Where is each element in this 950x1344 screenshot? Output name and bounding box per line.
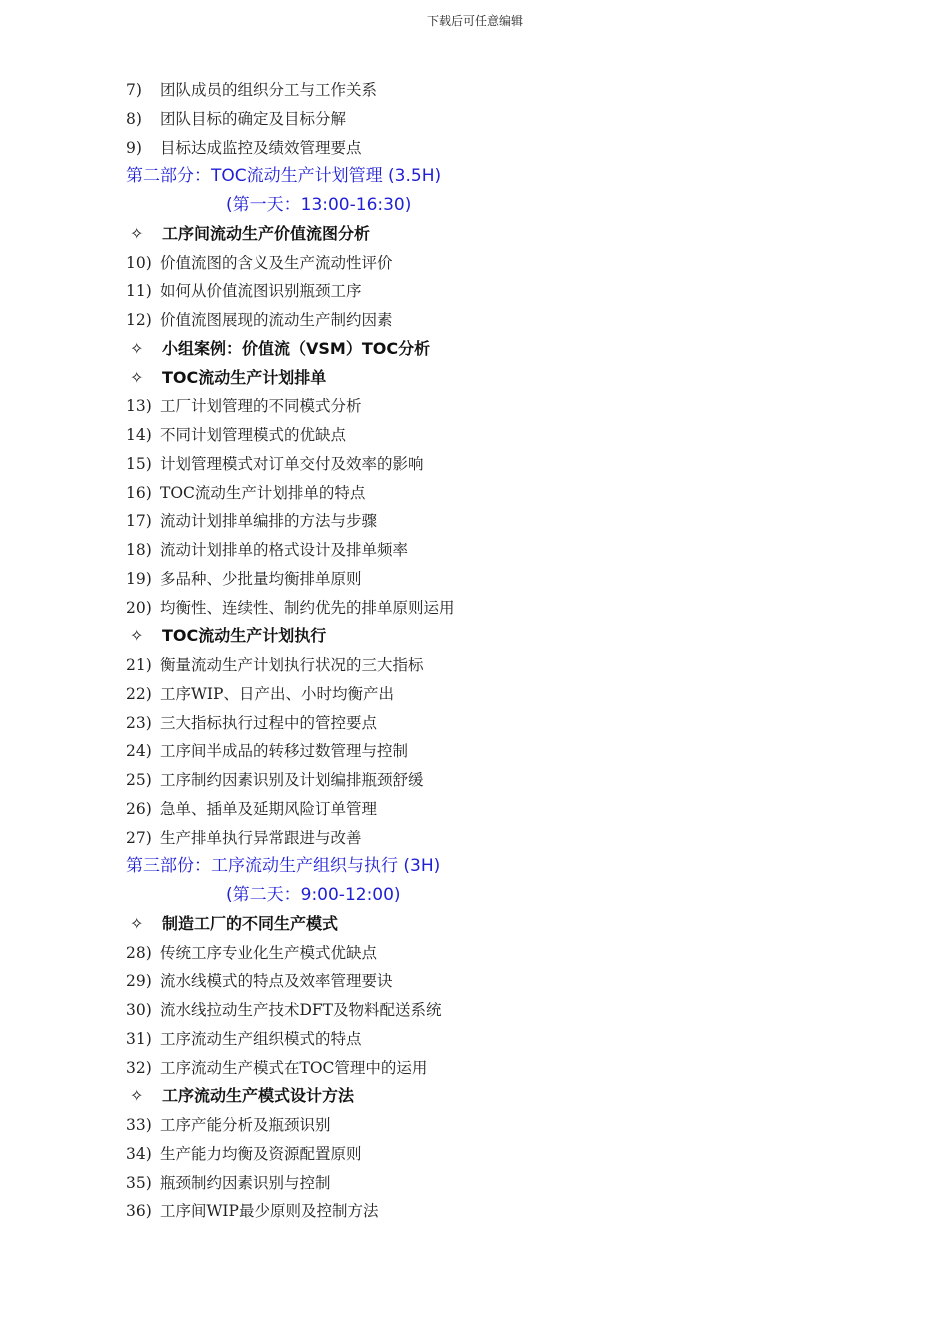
bullet-heading [126, 622, 886, 651]
list-item [126, 277, 886, 306]
item-number: 27) [126, 828, 152, 847]
item-number: 17) [126, 512, 152, 531]
item-number: 10) [126, 253, 152, 272]
item-number: 9) [126, 138, 142, 157]
item-text: 三大指标执行过程中的管控要点 [160, 713, 378, 732]
section-schedule: (第一天：13:00-16:30) [226, 195, 412, 215]
list-item [126, 105, 886, 134]
bullet-heading [126, 364, 886, 393]
item-number: 22) [126, 684, 152, 703]
list-item [126, 824, 886, 853]
list-item [126, 594, 886, 623]
bullet-heading [126, 1082, 886, 1111]
item-number: 16) [126, 483, 152, 502]
item-text: 如何从价值流图识别瓶颈工序 [160, 282, 362, 301]
item-number: 26) [126, 799, 152, 818]
list-item [126, 1197, 886, 1226]
list-item [126, 507, 886, 536]
item-number: 33) [126, 1116, 152, 1134]
bullet-text: 制造工厂的不同生产模式 [162, 913, 339, 933]
list-item [126, 967, 886, 996]
item-text: 不同计划管理模式的优缺点 [160, 426, 347, 444]
item-text: 流水线拉动生产技术DFT及物料配送系统 [160, 1001, 442, 1019]
list-item [126, 795, 886, 824]
item-number: 36) [126, 1202, 152, 1221]
item-number: 34) [126, 1144, 152, 1163]
item-number: 14) [126, 426, 152, 444]
item-number: 29) [126, 972, 152, 991]
item-number: 20) [126, 598, 152, 617]
item-text: 工序WIP、日产出、小时均衡产出 [160, 684, 394, 703]
item-text: 工厂计划管理的不同模式分析 [160, 397, 362, 416]
diamond-bullet-icon: ✧ [130, 367, 144, 387]
list-item [126, 76, 886, 105]
page-header: 下载后可任意编辑 [426, 14, 523, 28]
item-text: 团队成员的组织分工与工作关系 [160, 81, 378, 99]
list-item [126, 536, 886, 565]
item-text: 瓶颈制约因素识别与控制 [160, 1173, 331, 1192]
bullet-text: TOC流动生产计划排单 [162, 367, 327, 387]
item-number: 8) [126, 109, 142, 128]
item-text: 工序产能分析及瓶颈识别 [160, 1116, 331, 1134]
item-text: 均衡性、连续性、制约优先的排单原则运用 [160, 598, 455, 617]
item-text: 传统工序专业化生产模式优缺点 [160, 943, 378, 962]
item-number: 12) [126, 311, 152, 329]
item-text: 工序间WIP最少原则及控制方法 [160, 1202, 379, 1221]
diamond-bullet-icon: ✧ [130, 913, 144, 933]
list-item [126, 737, 886, 766]
list-item [126, 421, 886, 450]
item-text: 团队目标的确定及目标分解 [160, 109, 347, 128]
item-number: 21) [126, 656, 152, 674]
diamond-bullet-icon: ✧ [130, 338, 144, 358]
item-text: 计划管理模式对订单交付及效率的影响 [160, 454, 424, 473]
item-text: 目标达成监控及绩效管理要点 [160, 138, 362, 157]
item-text: 流动计划排单的格式设计及排单频率 [160, 541, 409, 559]
item-text: 工序流动生产组织模式的特点 [160, 1029, 362, 1048]
item-number: 30) [126, 1001, 152, 1019]
diamond-bullet-icon: ✧ [130, 223, 144, 243]
item-text: 工序制约因素识别及计划编排瓶颈舒缓 [160, 771, 424, 789]
list-item [126, 479, 886, 508]
list-item [126, 1054, 886, 1083]
item-number: 7) [126, 81, 142, 99]
list-item [126, 1111, 886, 1140]
list-item [126, 939, 886, 968]
list-item [126, 1140, 886, 1169]
item-text: 多品种、少批量均衡排单原则 [160, 569, 362, 588]
section-schedule: (第二天：9:00-12:00) [226, 885, 401, 905]
item-number: 24) [126, 742, 152, 761]
list-item [126, 651, 886, 680]
list-item [126, 1169, 886, 1198]
section-heading: 第二部分：TOC流动生产计划管理 (3.5H) [126, 166, 442, 187]
item-text: 工序流动生产模式在TOC管理中的运用 [160, 1058, 428, 1077]
bullet-text: 工序流动生产模式设计方法 [162, 1086, 355, 1106]
bullet-heading [126, 335, 886, 364]
item-number: 25) [126, 771, 152, 789]
item-number: 11) [126, 282, 152, 301]
item-number: 32) [126, 1058, 152, 1077]
item-text: 价值流图的含义及生产流动性评价 [160, 253, 393, 272]
diamond-bullet-icon: ✧ [130, 626, 144, 646]
list-item [126, 996, 886, 1025]
diamond-bullet-icon: ✧ [130, 1086, 144, 1106]
list-item [126, 450, 886, 479]
item-text: 生产能力均衡及资源配置原则 [160, 1144, 362, 1163]
list-item [126, 306, 886, 335]
list-item [126, 1025, 886, 1054]
item-number: 18) [126, 541, 152, 559]
item-number: 35) [126, 1173, 152, 1192]
bullet-heading [126, 910, 886, 939]
item-text: 衡量流动生产计划执行状况的三大指标 [160, 656, 424, 674]
list-item [126, 565, 886, 594]
list-item [126, 134, 886, 163]
item-text: 流水线模式的特点及效率管理要诀 [160, 972, 393, 991]
item-number: 19) [126, 569, 152, 588]
item-text: 工序间半成品的转移过数管理与控制 [160, 742, 409, 761]
item-number: 13) [126, 397, 152, 416]
list-item [126, 709, 886, 738]
list-item [126, 249, 886, 278]
item-number: 28) [126, 943, 152, 962]
list-item [126, 392, 886, 421]
bullet-text: 工序间流动生产价值流图分析 [162, 223, 371, 243]
item-text: 流动计划排单编排的方法与步骤 [160, 512, 378, 531]
section-heading: 第三部份：工序流动生产组织与执行 (3H) [126, 856, 441, 877]
item-text: TOC流动生产计划排单的特点 [160, 483, 366, 502]
bullet-text: 小组案例：价值流（VSM）TOC分析 [162, 338, 431, 358]
item-text: 生产排单执行异常跟进与改善 [160, 828, 362, 847]
bullet-heading [126, 220, 886, 249]
item-number: 31) [126, 1029, 152, 1048]
list-item [126, 680, 886, 709]
item-text: 急单、插单及延期风险订单管理 [160, 799, 378, 818]
item-number: 23) [126, 713, 152, 732]
item-number: 15) [126, 454, 152, 473]
bullet-text: TOC流动生产计划执行 [162, 626, 327, 646]
list-item [126, 766, 886, 795]
document-body [126, 76, 886, 1226]
item-text: 价值流图展现的流动生产制约因素 [160, 311, 393, 329]
